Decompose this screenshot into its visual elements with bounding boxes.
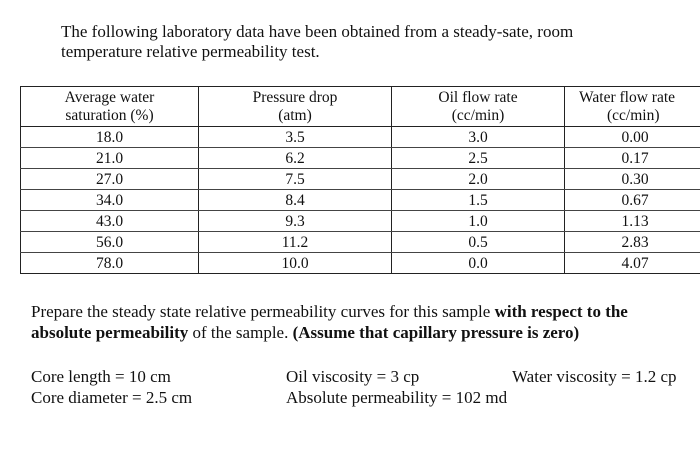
cell-pressure-drop: 3.5: [199, 127, 392, 148]
intro-paragraph: [61, 22, 681, 62]
table-row: [21, 127, 700, 148]
cell-oil-flow-rate: 1.0: [392, 211, 565, 232]
cell-water-flow-rate: 1.13: [565, 211, 700, 232]
cell-oil-flow-rate: 2.5: [392, 148, 565, 169]
cell-oil-flow-rate: 1.5: [392, 190, 565, 211]
cell-pressure-drop: 11.2: [199, 232, 392, 253]
water-viscosity-block: [512, 366, 677, 387]
relative-permeability-data-table: [20, 86, 700, 274]
header-oil-flow-rate: Oil flow rate (cc/min): [392, 87, 565, 127]
cell-water-saturation: 56.0: [21, 232, 199, 253]
table-row: [21, 190, 700, 211]
header-water-flow-rate: Water flow rate (cc/min): [565, 87, 700, 127]
cell-water-saturation: 18.0: [21, 127, 199, 148]
cell-water-flow-rate: 0.00: [565, 127, 700, 148]
cell-water-flow-rate: 0.30: [565, 169, 700, 190]
table-row: [21, 253, 700, 274]
cell-water-saturation: 34.0: [21, 190, 199, 211]
core-length-text: Core length = 10 cm: [31, 367, 171, 386]
cell-water-flow-rate: 0.67: [565, 190, 700, 211]
cell-pressure-drop: 7.5: [199, 169, 392, 190]
absolute-permeability-text: Absolute permeability = 102 md: [286, 388, 508, 407]
table-row: [21, 232, 700, 253]
table-row: [21, 169, 700, 190]
cell-water-saturation: 78.0: [21, 253, 199, 274]
task-prompt: [31, 301, 700, 343]
table-header-row: [21, 87, 700, 127]
cell-oil-flow-rate: 0.0: [392, 253, 565, 274]
table-row: [21, 148, 700, 169]
intro-line-2: temperature relative permeability test.: [61, 42, 320, 61]
cell-pressure-drop: 6.2: [199, 148, 392, 169]
core-diameter-text: Core diameter = 2.5 cm: [31, 388, 193, 407]
prompt-line-2: absolute permeability of the sample. (Assume that capillary pressure is zero): [31, 323, 580, 342]
cell-water-saturation: 27.0: [21, 169, 199, 190]
cell-oil-flow-rate: 3.0: [392, 127, 565, 148]
header-water-saturation: Average water saturation (%): [21, 87, 199, 127]
prompt-line-1: Prepare the steady state relative permeability curves for this sample with respect to the: [31, 302, 628, 321]
oil-viscosity-text: Oil viscosity = 3 cp: [286, 367, 420, 386]
cell-oil-flow-rate: 2.0: [392, 169, 565, 190]
cell-water-flow-rate: 2.83: [565, 232, 700, 253]
cell-oil-flow-rate: 0.5: [392, 232, 565, 253]
table-row: [21, 211, 700, 232]
core-dimensions: [31, 366, 192, 408]
intro-line-1: The following laboratory data have been obtained from a steady-sate, room: [61, 22, 574, 41]
header-pressure-drop: Pressure drop (atm): [199, 87, 392, 127]
cell-pressure-drop: 10.0: [199, 253, 392, 274]
cell-water-flow-rate: 4.07: [565, 253, 700, 274]
cell-water-flow-rate: 0.17: [565, 148, 700, 169]
cell-water-saturation: 21.0: [21, 148, 199, 169]
cell-water-saturation: 43.0: [21, 211, 199, 232]
cell-pressure-drop: 8.4: [199, 190, 392, 211]
cell-pressure-drop: 9.3: [199, 211, 392, 232]
water-viscosity-text: Water viscosity = 1.2 cp: [512, 367, 677, 386]
fluid-properties: [286, 366, 507, 408]
